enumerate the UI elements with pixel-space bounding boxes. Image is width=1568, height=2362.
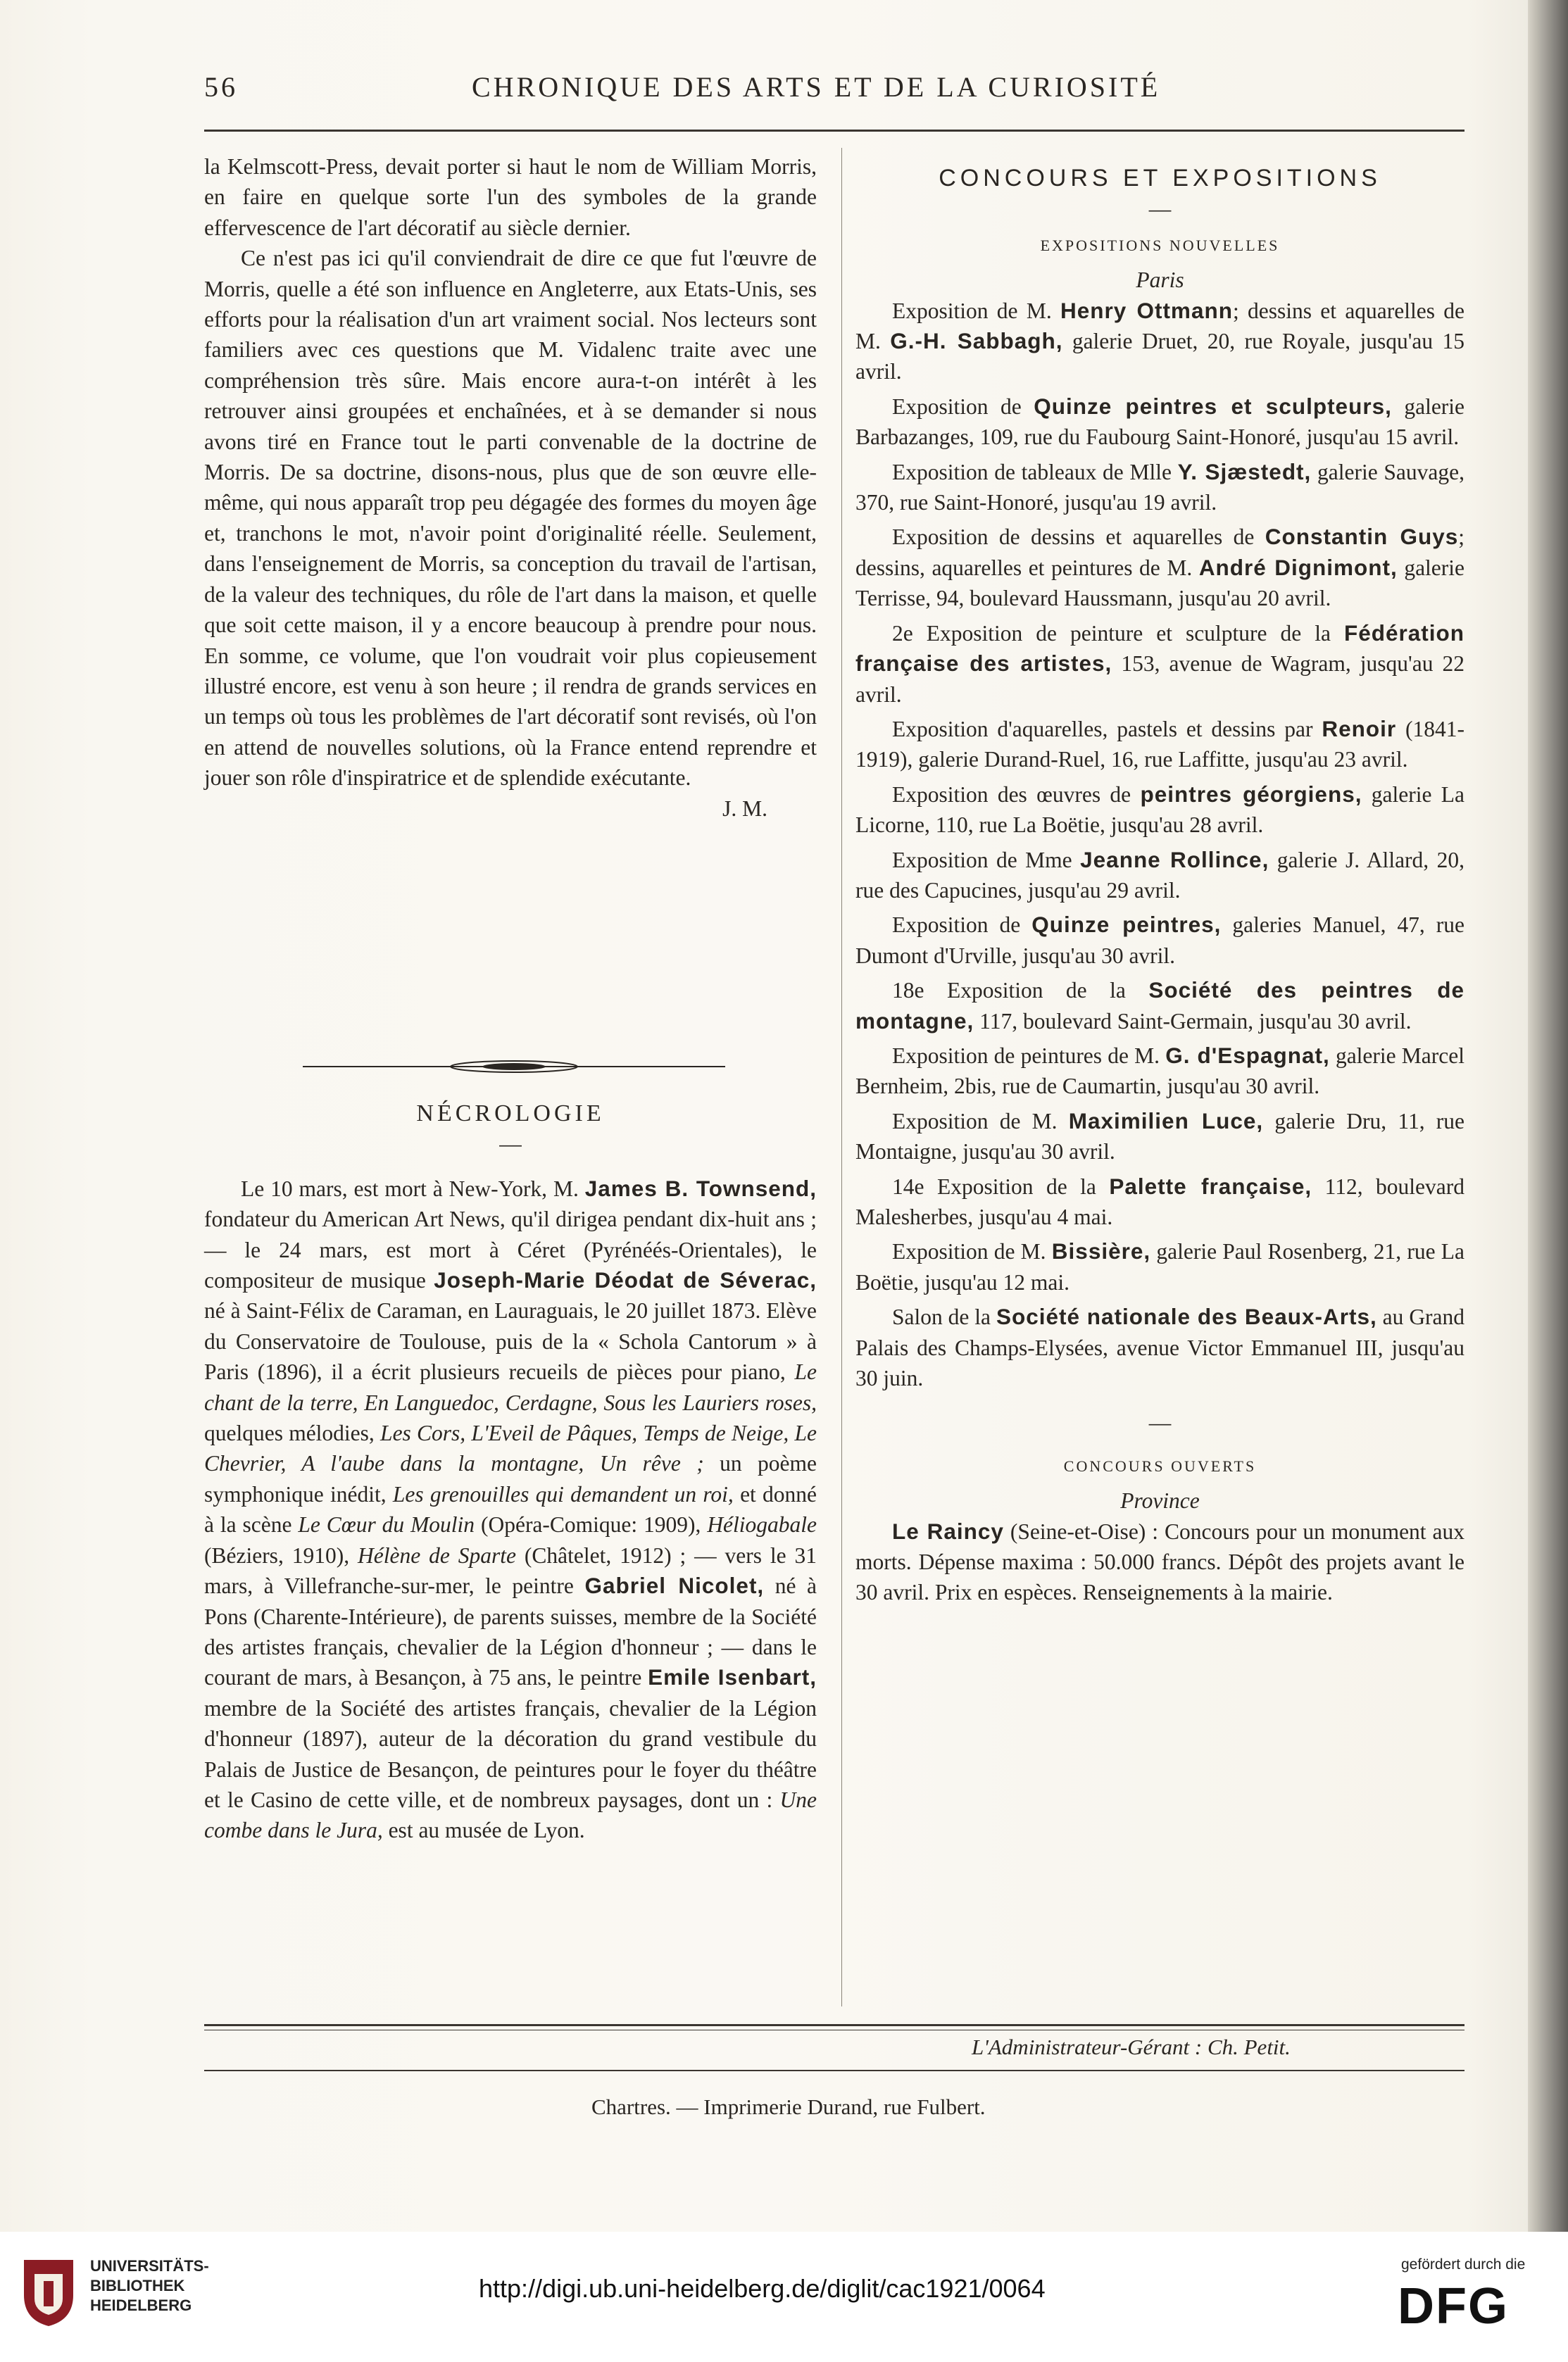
- printer-line: Chartres. — Imprimerie Durand, rue Fulbert.: [591, 2094, 986, 2119]
- paragraph: Ce n'est pas ici qu'il conviendrait de dire ce que fut l'œuvre de Morris, quelle a été son influence en Angleterre, aux Etats-Unis, ses efforts pour la réalisation d'un art vraiment social. Nos lecteurs sont familiers avec ces questions que M. Vidalenc traite avec une compréhension très sûre. Mais encore aura-t-on intérêt à les retrouver ainsi groupées et enchaînées, et à se demander si nous avons tiré en France tout le parti convenable de la doctrine de Morris. De sa doctrine, disons-nous, plus que de son œuvre elle-même, qui nous apparaît trop peu dégagée des formes du moyen âge et, tranchons le mot, n'avoir point d'originalité réelle. Seulement, dans l'enseignement de Morris, sa conception du travail de l'artisan, de la valeur des techniques, du rôle de l'art dans la maison, et quelle que soit cette maison, il y a encore beaucoup à prendre pour nous. En somme, ce volume, que l'on voudrait voir plus copieusement illustré encore, est venu à son heure ; il rendra de grands services en un temps où tous les problèmes de l'art décoratif sont revisés, où l'on en attend de nouvelles solutions, où la France entend reprendre et jouer son rôle d'inspiratrice et de splendide exécutante.: [204, 246, 817, 791]
- city-heading: Province: [1120, 1488, 1200, 1514]
- dfg-logo: DFG: [1398, 2278, 1509, 2335]
- concours-title: CONCOURS ET EXPOSITIONS: [939, 165, 1381, 191]
- journal-title: CHRONIQUE DES ARTS ET DE LA CURIOSITÉ: [472, 71, 1161, 103]
- column-divider: [841, 148, 842, 2006]
- exhibition-entry: Exposition de tableaux de Mlle Y. Sjæstedt, galerie Sauvage, 370, rue Saint-Honoré, jusqu'au 19 avril.: [855, 458, 1464, 515]
- signature: J. M.: [722, 796, 767, 821]
- name-nicolet: Gabriel Nicolet,: [584, 1573, 765, 1599]
- exhibition-entry: Exposition de M. Henry Ottmann; dessins et aquarelles de M. G.-H. Sabbagh, galerie Druet, 20, rue Royale, jusqu'au 15 avril.: [855, 297, 1465, 384]
- running-header: [204, 70, 1464, 120]
- footer-rule: [204, 2024, 1464, 2026]
- section-dash: —: [1148, 1410, 1172, 1436]
- name-isenbart: Emile Isenbart,: [648, 1664, 817, 1690]
- exhibition-entry: Exposition de peintures de M. G. d'Espagnat, galerie Marcel Bernheim, 2bis, rue de Caumartin, jusqu'au 30 avril.: [855, 1042, 1464, 1099]
- name-townsend: James B. Townsend,: [584, 1175, 817, 1201]
- necrology-title: NÉCROLOGIE: [416, 1100, 605, 1126]
- exhibition-entry: Exposition de Quinze peintres, galeries Manuel, 47, rue Dumont d'Urville, jusqu'au 30 avril.: [855, 912, 1465, 968]
- footer-rule: [204, 2070, 1464, 2071]
- university-seal-icon: [17, 2253, 80, 2329]
- exhibition-entry: Exposition de M. Maximilien Luce, galerie Dru, 11, rue Montaigne, jusqu'au 30 avril.: [855, 1107, 1465, 1164]
- section-dash: —: [1148, 196, 1172, 222]
- ornament-divider: [303, 1056, 725, 1077]
- permalink-url[interactable]: http://digi.ub.uni-heidelberg.de/diglit/cac1921/0064: [479, 2274, 1046, 2303]
- left-column: [204, 151, 817, 824]
- exhibition-entry: Exposition de dessins et aquarelles de Constantin Guys; dessins, aquarelles et peintures de M. André Dignimont, galerie Terrisse, 94, boulevard Haussmann, jusqu'au 20 avril.: [855, 524, 1465, 611]
- exhibition-entry: 2e Exposition de peinture et sculpture de la Fédération française des artistes, 153, avenue de Wagram, jusqu'au 22 avril.: [855, 620, 1464, 707]
- library-name: UNIVERSITÄTS- BIBLIOTHEK HEIDELBERG: [90, 2257, 209, 2314]
- exhibition-entry: Exposition de M. Bissière, galerie Paul Rosenberg, 21, rue La Boëtie, jusqu'au 12 mai.: [855, 1238, 1465, 1295]
- exhibition-entry: 14e Exposition de la Palette française, 112, boulevard Malesherbes, jusqu'au 4 mai.: [855, 1173, 1464, 1229]
- exhibition-entry: Exposition de Quinze peintres et sculpteurs, galerie Barbazanges, 109, rue du Faubourg Saint-Honoré, jusqu'au 15 avril.: [855, 393, 1465, 450]
- exhibition-entry: Salon de la Société nationale des Beaux-Arts, au Grand Palais des Champs-Elysées, avenue Victor Emmanuel III, jusqu'au 30 juin.: [855, 1304, 1465, 1391]
- exhibition-entry: Exposition des œuvres de peintres géorgiens, galerie La Licorne, 110, rue La Boëtie, jusqu'au 28 avril.: [855, 781, 1464, 838]
- page-edge-shadow: [1528, 0, 1568, 2362]
- competition-entry: Le Raincy (Seine-et-Oise) : Concours pour un monument aux morts. Dépense maxima : 50.000 francs. Dépôt des projets avant le 30 avril. Prix en espèces. Renseignements à la mairie.: [855, 1518, 1465, 1605]
- paragraph: la Kelmscott-Press, devait porter si haut le nom de William Morris, en faire en quelque sorte l'un des symboles de la grande effervescence de l'art décoratif au siècle dernier.: [204, 154, 817, 240]
- exhibition-entry: Exposition de Mme Jeanne Rollince, galerie J. Allard, 20, rue des Capucines, jusqu'au 29 avril.: [855, 846, 1465, 903]
- header-rule: [204, 130, 1464, 132]
- gerant-line: L'Administrateur-Gérant : Ch. Petit.: [972, 2035, 1291, 2059]
- necrology-text: Le 10 mars, est mort à New-York, M. James B. Townsend, fondateur du American Art News, qu'il dirigea pendant dix-huit ans ; — le 24 mars, est mort à Céret (Pyrénéés-Orientales), le compositeur de musique Joseph-Marie Déodat de Séverac, né à Saint-Félix de Caraman, en Lauraguais, le 20 juillet 1873. Elève du Conservatoire de Toulouse, puis de la « Schola Cantorum » à Paris (1896), il a écrit plusieurs recueils de pièces pour piano, Le chant de la terre, En Languedoc, Cerdagne, Sous les Lauriers roses, quelques mélodies, Les Cors, L'Eveil de Pâques, Temps de Neige, Le Chevrier, A l'aube dans la montagne, Un rêve ; un poème symphonique inédit, Les grenouilles qui demandent un roi, et donné à la scène Le Cœur du Moulin (Opéra-Comique: 1909), Héliogabale (Béziers, 1910), Hélène de Sparte (Châtelet, 1912) ; — vers le 31 mars, à Villefranche-sur-mer, le peintre Gabriel Nicolet, né à Pons (Charente-Intérieure), de parents suisses, membre de la Société des artistes français, chevalier de la Légion d'honneur ; — dans le courant de mars, à Besançon, à 75 ans, le peintre Emile Isenbart, membre de la Société des artistes français, chevalier de la Légion d'honneur (1897), auteur de la décoration du grand vestibule du Palais de Justice de Besançon, de peintures pour le foyer du théâtre et le Casino de cette ville, et de nombreux paysages, dont un : Une combe dans le Jura, est au musée de Lyon.: [204, 1175, 817, 1843]
- city-heading: Paris: [1136, 268, 1184, 293]
- exhibition-entry: Exposition d'aquarelles, pastels et dessins par Renoir (1841-1919), galerie Durand-Ruel, 16, rue Laffitte, jusqu'au 23 avril.: [855, 715, 1465, 772]
- necrology-section: [204, 1098, 817, 1846]
- name-severac: Joseph-Marie Déodat de Séverac,: [434, 1267, 817, 1293]
- page-number: 56: [204, 71, 238, 103]
- subsection-title: CONCOURS OUVERTS: [1063, 1457, 1257, 1475]
- right-column: [855, 163, 1464, 1608]
- dfg-caption: gefördert durch die: [1401, 2256, 1526, 2273]
- exhibition-entry: 18e Exposition de la Société des peintres de montagne, 117, boulevard Saint-Germain, jusqu'au 30 avril.: [855, 977, 1464, 1034]
- subsection-title: EXPOSITIONS NOUVELLES: [1040, 236, 1280, 254]
- section-dash: —: [499, 1131, 522, 1157]
